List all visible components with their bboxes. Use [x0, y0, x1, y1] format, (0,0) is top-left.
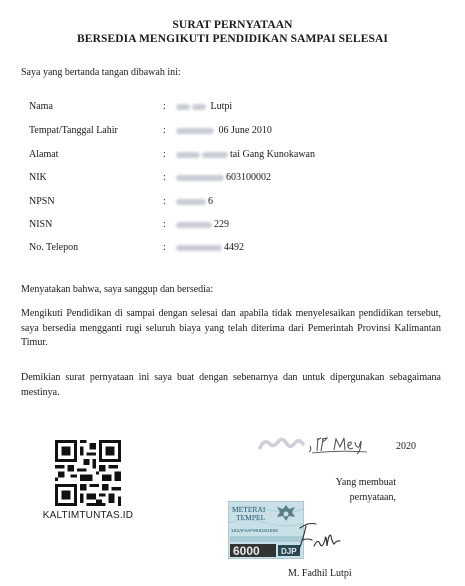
signer-name: M. Fadhil Lutpi — [288, 568, 352, 579]
field-colon: : — [163, 219, 166, 230]
document-title: SURAT PERNYATAAN — [172, 19, 293, 31]
redacted-text — [192, 104, 206, 110]
field-colon: : — [163, 125, 166, 136]
redacted-text — [176, 128, 214, 134]
field-colon: : — [163, 242, 166, 253]
statement-text: Menyatakan bahwa, saya sanggup dan bersedia: — [21, 284, 214, 295]
field-value — [176, 100, 232, 114]
redacted-text — [176, 104, 190, 110]
field-value — [176, 171, 271, 185]
closing-line-2: pernyataan, — [349, 492, 396, 503]
document-subtitle: BERSEDIA MENGIKUTI PENDIDIKAN SAMPAI SELESAI — [77, 33, 388, 45]
closing-paragraph: Demikian surat pernyataan ini saya buat dengan sebenarnya dan untuk dipergunakan sebagaimana mestinya. — [21, 372, 441, 398]
field-colon: : — [163, 101, 166, 112]
field-value — [176, 195, 213, 209]
field-row-no-telepon — [29, 241, 429, 255]
field-label: No. Telepon — [29, 242, 79, 253]
signature-icon — [286, 520, 366, 560]
value-text: 603100002 — [226, 172, 271, 183]
field-value — [176, 124, 272, 138]
field-colon: : — [163, 196, 166, 207]
stamp-top-text: METERAI — [232, 505, 266, 514]
value-text: 229 — [214, 219, 229, 230]
value-text: 06 June 2010 — [218, 125, 272, 136]
value-text: Lutpi — [210, 101, 233, 112]
field-label: Tempat/Tanggal Lahir — [29, 125, 118, 136]
field-row-alamat — [29, 148, 429, 162]
field-label: NPSN — [29, 196, 55, 207]
redacted-text — [176, 175, 224, 181]
redacted-text — [176, 245, 222, 251]
qr-code-icon — [55, 440, 121, 506]
field-value — [176, 148, 315, 162]
redacted-text — [202, 152, 228, 158]
field-label: NISN — [29, 219, 53, 230]
handwritten-date — [256, 441, 292, 452]
value-text: 6 — [208, 196, 213, 207]
closing-line-1: Yang membuat — [335, 477, 396, 488]
field-row-tempat-tanggal-lahir — [29, 124, 429, 138]
redacted-text — [176, 152, 200, 158]
value-text: 4492 — [224, 242, 244, 253]
date-year: 2020 — [396, 441, 416, 452]
value-text: tai Gang Kunokawan — [230, 149, 315, 160]
field-row-nisn — [29, 218, 429, 232]
intro-text: Saya yang bertanda tangan dibawah ini: — [21, 67, 181, 78]
field-label: NIK — [29, 172, 47, 183]
field-row-nik — [29, 171, 429, 185]
field-row-nama — [29, 100, 429, 114]
field-label: Nama — [29, 101, 53, 112]
stamp-value: 6000 — [233, 544, 260, 558]
field-value — [176, 241, 244, 255]
stamp-serial: 181AFAAF969181558 — [231, 529, 278, 534]
commitment-paragraph: Mengikuti Pendidikan di sampai dengan selesai dan apabila tidak menyelesaikan pendidikan tersebut, saya bersedia mengganti rugi seluruh biaya yang telah diterima dari Pemerintah Provinsi Kalimantan Timur. — [21, 308, 441, 348]
field-colon: : — [163, 149, 166, 160]
field-colon: : — [163, 172, 166, 183]
field-row-npsn — [29, 195, 429, 209]
redacted-text — [176, 199, 206, 205]
field-value — [176, 218, 229, 232]
stamp-badge: DJP — [281, 547, 297, 556]
stamp-bottom-text: TEMPEL — [236, 513, 266, 522]
field-label: Alamat — [29, 149, 59, 160]
redacted-text — [176, 222, 212, 228]
qr-caption: KALTIMTUNTAS.ID — [42, 510, 134, 521]
